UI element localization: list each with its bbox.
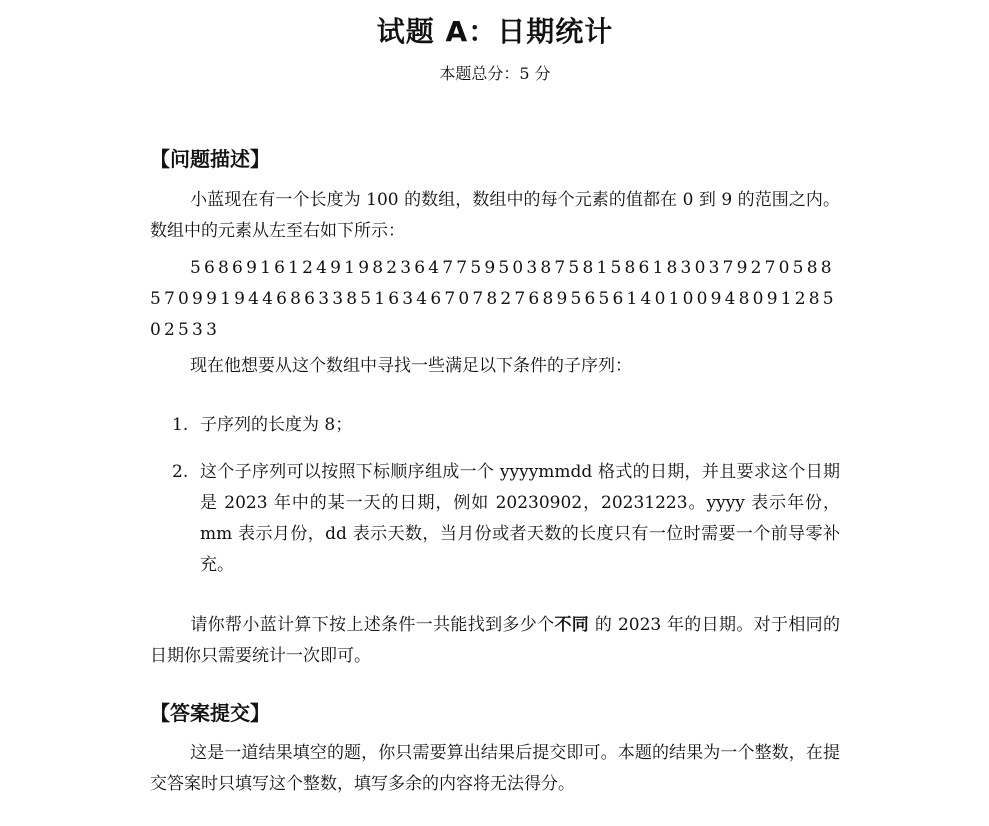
problem-intro <box>150 185 840 247</box>
answer-instructions-text: 这是一道结果填空的题，你只需要算出结果后提交即可。本题的结果为一个整数，在提交答案时只填写这个整数，填写多余的内容将无法得分。 <box>150 743 840 794</box>
problem-title: 试题 A：日期统计 <box>376 15 614 48</box>
answer-submission-heading: 【答案提交】 <box>150 701 270 725</box>
task-statement <box>150 351 840 382</box>
condition-number: 1. <box>172 415 189 435</box>
condition-item <box>150 410 840 441</box>
condition-list <box>150 410 840 581</box>
question-prefix: 请你帮小蓝计算下按上述条件一共能找到多少个 <box>190 615 555 635</box>
condition-number: 2. <box>172 462 189 482</box>
digit-array: 5686916124919823647759503875815861830379270588570991944686338516346707827689565614010094809128502533 <box>150 258 837 340</box>
answer-instructions <box>150 738 840 800</box>
condition-text: 这个子序列可以按照下标顺序组成一个 yyyymmdd 格式的日期，并且要求这个日期是 2023 年中的某一天的日期，例如 20230902，20231223。yyyy 表示年份，mm 表示月份，dd 表示天数，当月份或者天数的长度只有一位时需要一个前导零补充。 <box>200 462 840 575</box>
problem-description-heading: 【问题描述】 <box>150 147 270 171</box>
question-suffix: 的 2023 年的日期。对于相同的日期你只需要统计一次即可。 <box>150 615 841 666</box>
condition-text: 子序列的长度为 8； <box>200 415 353 435</box>
total-score: 本题总分：5 分 <box>439 64 551 83</box>
condition-item <box>150 457 840 581</box>
question-emphasis: 不同 <box>554 615 590 635</box>
task-statement-text: 现在他想要从这个数组中寻找一些满足以下条件的子序列： <box>190 356 632 376</box>
problem-intro-text: 小蓝现在有一个长度为 100 的数组，数组中的每个元素的值都在 0 到 9 的范围之内。数组中的元素从左至右如下所示： <box>150 190 840 241</box>
question-statement <box>150 610 840 672</box>
